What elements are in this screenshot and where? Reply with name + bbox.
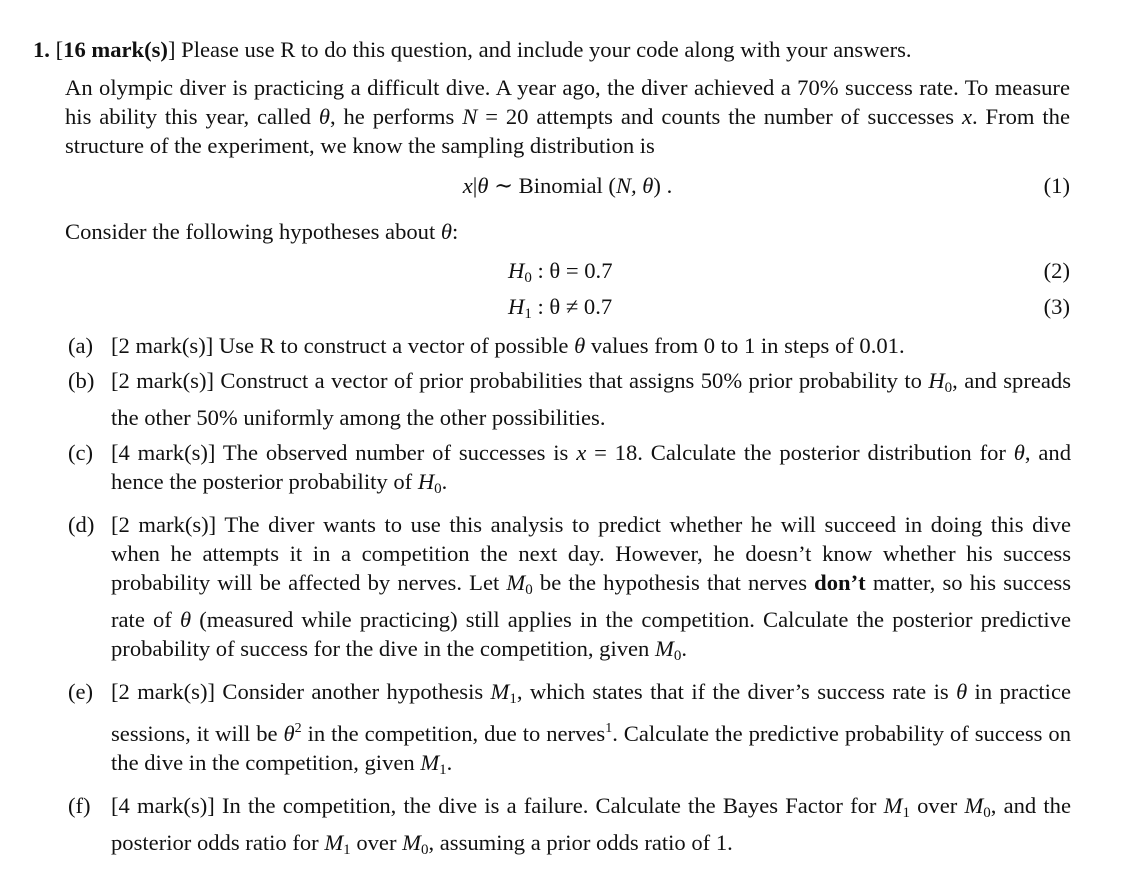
question-number: 1. — [33, 37, 50, 62]
part-b: (b) [2 mark(s)] Construct a vector of prior probabilities that assigns 50% prior probability to $H_0$, and spreads the other 50% uniformly among the other possibilities. — [68, 368, 1071, 430]
part-f: (f) [4 mark(s)] In the competition, the dive is a failure. Calculate the Bayes Factor for $M_1$ over $M_0$, and the posterior odds ratio for $M_1$ over $M_0$, assuming a prior odds ratio of 1. — [68, 793, 1072, 858]
part-e: (e) [2 mark(s)] Consider another hypothesis $M_1$, which states that if the diver’s success rate is θ in practice sessions, it will be $\theta^2$ in the competition, due to nerves$^1$. Calculate the predictive probability of success on the dive in the competition, given $M_1$. — [68, 679, 1071, 778]
question-header: 1. [16 mark(s)] Please use R to do this question, and include your code along with your answers. — [33, 37, 912, 62]
hypothesis-h0: $H_0$ : θ = 0.7 (2) — [508, 258, 1070, 286]
hypothesis-h1: $H_1$ : θ ≠ 0.7 (3) — [508, 294, 1070, 322]
consider-line: Consider the following hypotheses about θ: — [65, 219, 459, 244]
equation-1: x|θ ∼ Binomial (N, θ) . (1) — [462, 173, 1070, 198]
part-a: (a) [2 mark(s)] Use R to construct a vector of possible θ values from 0 to 1 in steps of 0.01. — [68, 333, 905, 358]
question-intro: Please use R to do this question, and include your code along with your answers. — [181, 37, 912, 62]
equation-number-2: (2) — [1043, 258, 1070, 283]
equation-number-1: (1) — [1043, 173, 1070, 198]
part-d: (d) [2 mark(s)] The diver wants to use this analysis to predict whether he will succeed in doing this dive when he attempts it in a competition the next day. However, he doesn’t know whether his success probability will be affected by nerves. Let $M_0$ be the hypothesis that nerves don’t matter, so his success rate of θ (measured while practicing) still applies in the competition. Calculate the posterior predictive probability of success for the dive in the competition, given $M_0$. — [68, 512, 1072, 664]
scenario-paragraph: An olympic diver is practicing a difficult dive. A year ago, the diver achieved a 70% success rate. To measure his ability this year, called θ, he performs N = 20 attempts and counts the number of successes x. From the structure of the experiment, we know the sampling distribution is — [65, 75, 1070, 158]
question-parts — [68, 331, 1071, 871]
equation-number-3: (3) — [1043, 294, 1070, 319]
part-c: (c) [4 mark(s)] The observed number of successes is x = 18. Calculate the posterior distribution for θ, and hence the posterior probability of $H_0$. — [68, 440, 1072, 497]
